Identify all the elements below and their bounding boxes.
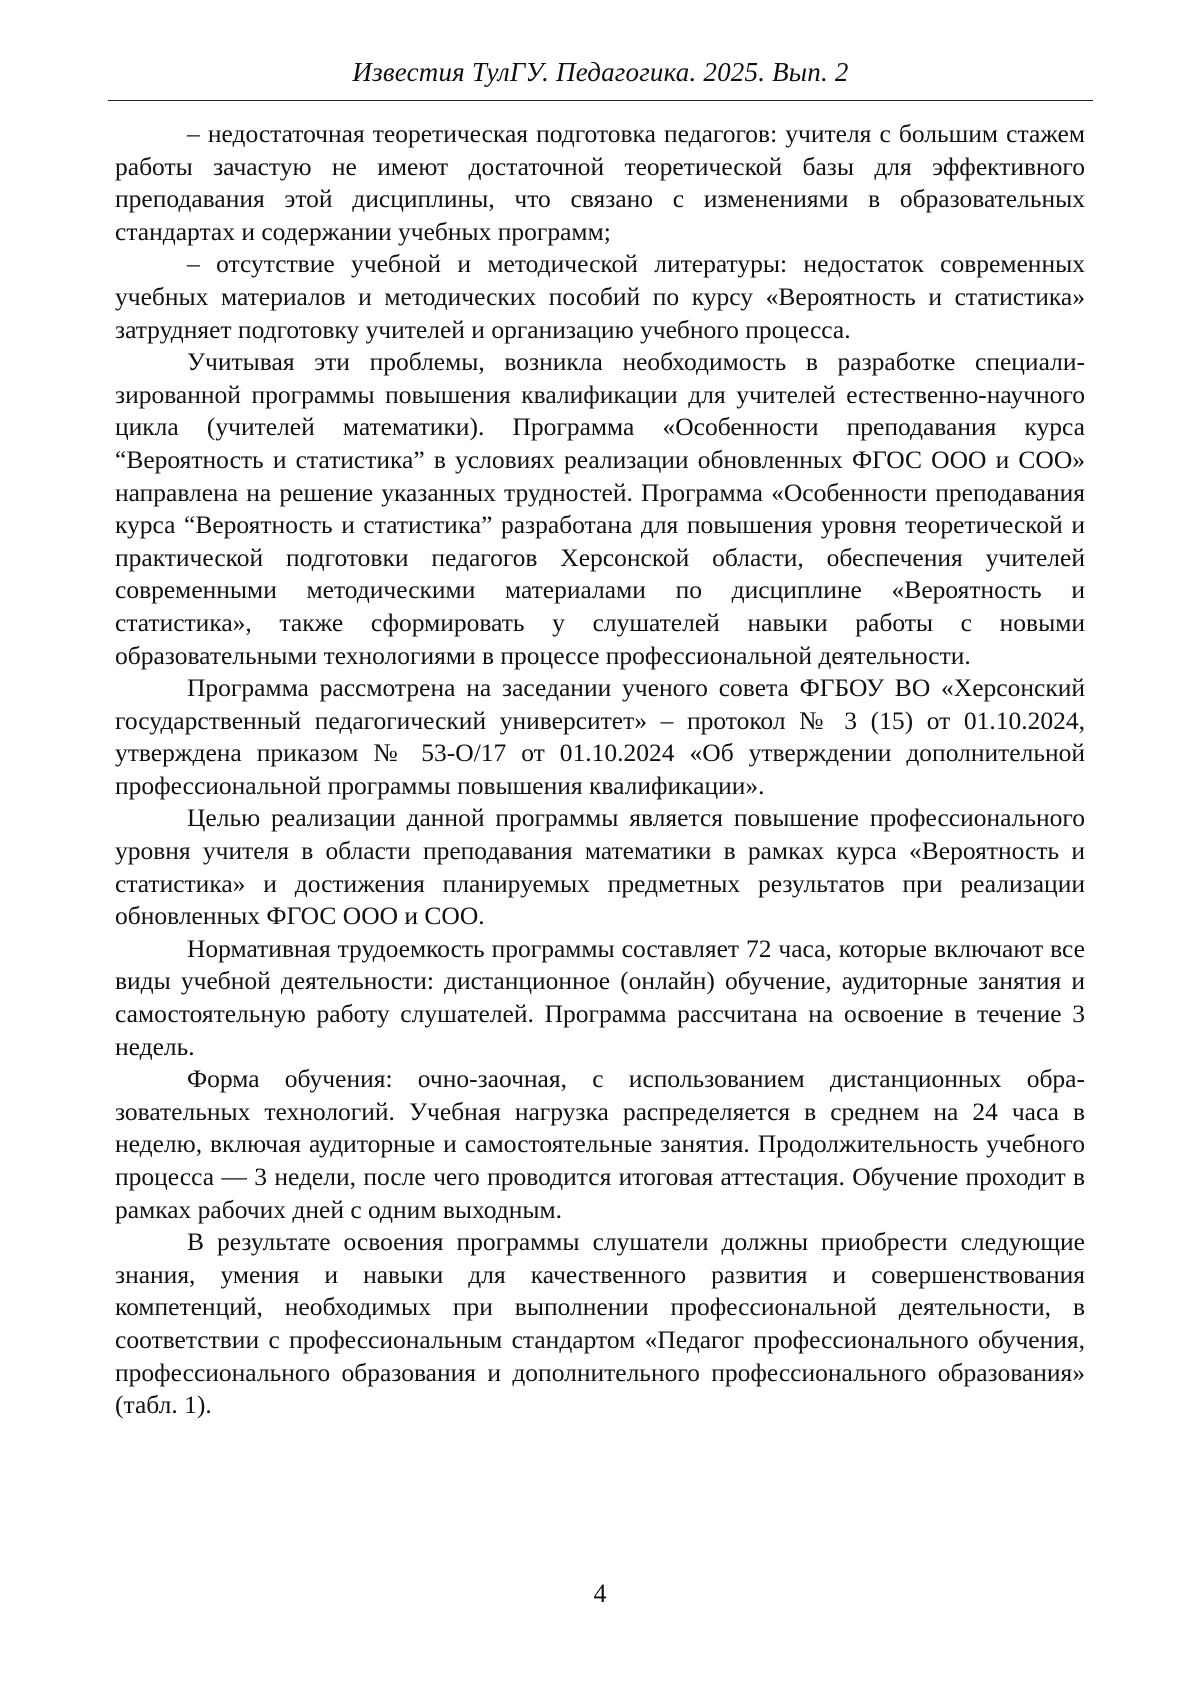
running-header: Известия ТулГУ. Педагогика. 2025. Вып. 2 (352, 57, 849, 87)
paragraph: Учитывая эти проблемы, возникла необходимость в разработке специализированной программы повышения квалификации для учителей естественно-научного цикла (учителей математики). Программа «Особенности преподавания курса “Вероятность и статистика” в условиях реализации обновленных ФГОС ООО и СОО» направлена на решение указанных трудностей. Программа «Особенности преподавания курса “Вероятность и статистика” разработана для повышения уровня теоретической и практической подготовки педагогов Херсонской области, обеспечения учителей современными методическими материалами по дисциплине «Вероятность и статистика», также сформировать у слушателей навыки работы с новыми образовательными технологиями в процессе профессиональной деятельности. (115, 347, 1085, 670)
body-text (115, 118, 1085, 1422)
page-number: 4 (593, 1579, 607, 1608)
paragraph: Целью реализации данной программы является повышение профессионального уровня учителя в области преподавания математики в рамках курса «Вероятность и статистика» и достижения планируемых предметных результатов при реализации обновленных ФГОС ООО и СОО. (115, 803, 1085, 931)
paragraph: Форма обучения: очно-заочная, с использованием дистанционных образовательных технологий. Учебная нагрузка распределяется в среднем на 24 часа в неделю, включая аудиторные и самостоятельные занятия. Продолжительность учебного процесса — 3 недели, после чего проводится итоговая аттестация. Обучение проходит в рамках рабочих дней с одним выходным. (115, 1064, 1085, 1224)
paragraph: В результате освоения программы слушатели должны приобрести следующие знания, умения и навыки для качественного развития и совершенствования компетенций, необходимых при выполнении профессиональной деятельности, в соответствии с профессиональным стандартом «Педагог профессионального обучения, профессионального образования и дополнительного профессионального образования» (табл. 1). (115, 1227, 1085, 1420)
paragraph: Программа рассмотрена на заседании ученого совета ФГБОУ ВО «Херсонский государственный педагогический университет» – протокол № 3 (15) от 01.10.2024, утверждена приказом № 53-О/17 от 01.10.2024 «Об утверждении дополнительной профессиональной программы повышения квалификации». (115, 673, 1085, 800)
paragraph: – недостаточная теоретическая подготовка педагогов: учителя с большим стажем работы зачастую не имеют достаточной теоретической базы для эффективного преподавания этой дисциплины, что связано с изменениями в образовательных стандартах и содержании учебных программ; (115, 119, 1085, 246)
header-rule (108, 100, 1093, 101)
paragraph: Нормативная трудоемкость программы составляет 72 часа, которые включают все виды учебной деятельности: дистанционное (онлайн) обучение, аудиторные занятия и самостоятельную работу слушателей. Программа рассчитана на освоение в течение 3 недель. (115, 933, 1085, 1061)
paragraph: – отсутствие учебной и методической литературы: недостаток современных учебных материалов и методических пособий по курсу «Вероятность и статистика» затрудняет подготовку учителей и организацию учебного процесса. (115, 249, 1085, 344)
